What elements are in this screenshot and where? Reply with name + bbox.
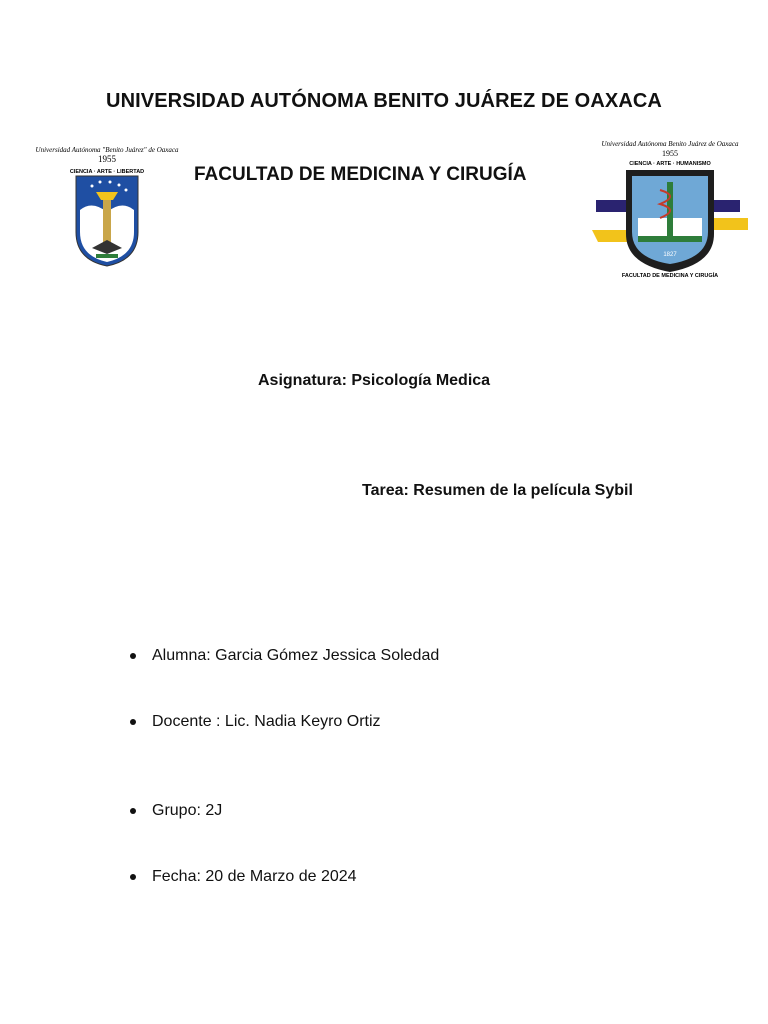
list-item-date xyxy=(130,868,357,886)
list-item-text: Fecha: 20 de Marzo de 2024 xyxy=(152,868,357,885)
list-item-group xyxy=(130,802,222,820)
faculty-title: FACULTAD DE MEDICINA Y CIRUGÍA xyxy=(194,164,527,185)
crest-right-year: 1955 xyxy=(662,149,678,158)
crest-left-motto: CIENCIA · ARTE · LIBERTAD xyxy=(69,169,145,175)
university-crest-icon xyxy=(35,140,179,270)
crest-right-arc-text: FACULTAD DE MEDICINA Y CIRUGÍA xyxy=(621,273,719,279)
assignment-heading: Tarea: Resumen de la película Sybil xyxy=(362,482,633,499)
list-item-text: Docente : Lic. Nadia Keyro Ortiz xyxy=(152,713,381,730)
list-item-text: Grupo: 2J xyxy=(152,802,223,819)
bullet-icon xyxy=(130,874,136,880)
crest-right-motto: CIENCIA · ARTE · HUMANISMO xyxy=(629,161,711,167)
university-crest xyxy=(35,140,179,270)
crest-left-motto-top: Universidad Autónoma "Benito Juárez" de Oaxaca xyxy=(35,146,179,154)
crest-left-year: 1955 xyxy=(98,154,116,164)
list-item-teacher xyxy=(130,713,381,731)
university-title: UNIVERSIDAD AUTÓNOMA BENITO JUÁREZ DE OAXACA xyxy=(106,90,662,112)
subject-heading: Asignatura: Psicología Medica xyxy=(258,372,491,389)
crest-right-founded: 1827 xyxy=(663,252,677,258)
crest-right-motto-top: Universidad Autónoma Benito Juárez de Oaxaca xyxy=(601,140,739,148)
faculty-crest xyxy=(590,130,750,280)
list-item-student xyxy=(130,647,439,665)
faculty-crest-icon xyxy=(590,130,750,280)
bullet-icon xyxy=(130,808,136,814)
bullet-icon xyxy=(130,719,136,725)
list-item-text: Alumna: Garcia Gómez Jessica Soledad xyxy=(152,647,440,664)
bullet-icon xyxy=(130,653,136,659)
